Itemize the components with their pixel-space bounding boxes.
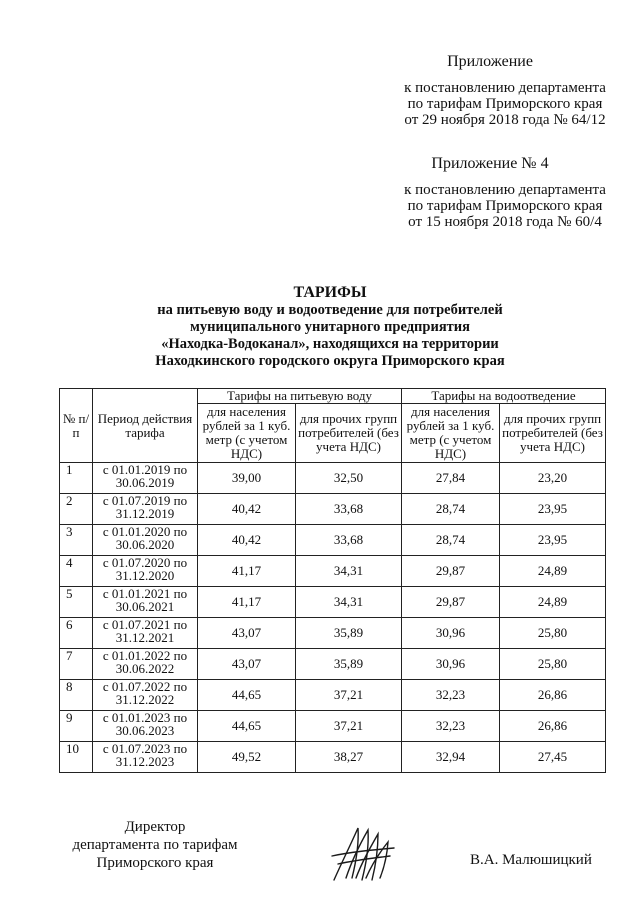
row-number-cell: 9: [60, 711, 93, 742]
water-population-cell: 40,42: [198, 494, 296, 525]
drain-population-cell: 30,96: [402, 649, 500, 680]
period-cell: с 01.01.2022 по 30.06.2022: [93, 649, 198, 680]
document-title: ТАРИФЫ: [293, 284, 367, 301]
period-cell: с 01.01.2021 по 30.06.2021: [93, 587, 198, 618]
appendix-2-line: к постановлению департамента: [404, 182, 606, 198]
water-others-cell: 33,68: [296, 525, 402, 556]
period-cell: с 01.01.2020 по 30.06.2020: [93, 525, 198, 556]
drain-others-cell: 26,86: [500, 711, 606, 742]
row-number-cell: 6: [60, 618, 93, 649]
drain-population-cell: 32,23: [402, 680, 500, 711]
appendix-1-line: к постановлению департамента: [404, 80, 606, 96]
row-number-cell: 5: [60, 587, 93, 618]
period-cell: с 01.07.2020 по 31.12.2020: [93, 556, 198, 587]
period-cell: с 01.07.2023 по 31.12.2023: [93, 742, 198, 773]
appendix-1-line: от 29 ноября 2018 года № 64/12: [404, 112, 606, 128]
table-row: [60, 556, 606, 587]
water-population-cell: 43,07: [198, 649, 296, 680]
drain-others-cell: 24,89: [500, 587, 606, 618]
water-population-cell: 39,00: [198, 463, 296, 494]
table-row: [60, 742, 606, 773]
header-water-others: для прочих групп потребителей (без учета НДС): [296, 404, 402, 463]
drain-others-cell: 24,89: [500, 556, 606, 587]
header-num: № п/п: [60, 389, 93, 463]
drain-population-cell: 32,23: [402, 711, 500, 742]
drain-population-cell: 29,87: [402, 556, 500, 587]
drain-population-cell: 28,74: [402, 525, 500, 556]
drain-others-cell: 23,20: [500, 463, 606, 494]
appendix-1-title: Приложение: [447, 53, 533, 70]
appendix-2-line: от 15 ноября 2018 года № 60/4: [408, 214, 602, 230]
document-title-block: [70, 284, 590, 370]
water-population-cell: 43,07: [198, 618, 296, 649]
row-number-cell: 2: [60, 494, 93, 525]
header-period: Период действия тарифа: [93, 389, 198, 463]
document-subtitle-line: Находкинского городского округа Приморского края: [155, 353, 505, 369]
table-header-row: [60, 389, 606, 404]
drain-population-cell: 28,74: [402, 494, 500, 525]
table-row: [60, 711, 606, 742]
row-number-cell: 3: [60, 525, 93, 556]
signatory-position: [40, 818, 270, 872]
period-cell: с 01.01.2019 по 30.06.2019: [93, 463, 198, 494]
appendix-2-title: Приложение № 4: [431, 155, 549, 172]
header-water-population: для населения рублей за 1 куб. метр (с учетом НДС): [198, 404, 296, 463]
table-row: [60, 618, 606, 649]
signatory-name: В.А. Малюшицкий: [470, 852, 592, 868]
handwritten-signature: [328, 822, 398, 889]
document-subtitle-line: «Находка-Водоканал», находящихся на территории: [161, 336, 499, 352]
water-others-cell: 37,21: [296, 680, 402, 711]
period-cell: с 01.01.2023 по 30.06.2023: [93, 711, 198, 742]
table-row: [60, 587, 606, 618]
drain-population-cell: 32,94: [402, 742, 500, 773]
drain-others-cell: 27,45: [500, 742, 606, 773]
drain-others-cell: 25,80: [500, 649, 606, 680]
drain-others-cell: 26,86: [500, 680, 606, 711]
drain-population-cell: 29,87: [402, 587, 500, 618]
appendix-1-reference: [380, 80, 630, 128]
period-cell: с 01.07.2022 по 31.12.2022: [93, 680, 198, 711]
header-drain-tariffs: Тарифы на водоотведение: [402, 389, 606, 404]
water-others-cell: 34,31: [296, 587, 402, 618]
header-water-tariffs: Тарифы на питьевую воду: [198, 389, 402, 404]
water-others-cell: 33,68: [296, 494, 402, 525]
document-subtitle-line: муниципального унитарного предприятия: [190, 319, 470, 335]
row-number-cell: 8: [60, 680, 93, 711]
row-number-cell: 1: [60, 463, 93, 494]
period-cell: с 01.07.2019 по 31.12.2019: [93, 494, 198, 525]
water-others-cell: 32,50: [296, 463, 402, 494]
row-number-cell: 10: [60, 742, 93, 773]
table-body: [60, 463, 606, 773]
water-others-cell: 35,89: [296, 618, 402, 649]
water-others-cell: 37,21: [296, 711, 402, 742]
water-others-cell: 34,31: [296, 556, 402, 587]
row-number-cell: 7: [60, 649, 93, 680]
tariffs-table: [59, 388, 606, 773]
table-row: [60, 494, 606, 525]
water-others-cell: 38,27: [296, 742, 402, 773]
signatory-line: департамента по тарифам: [72, 837, 238, 853]
appendix-2-line: по тарифам Приморского края: [407, 198, 603, 214]
row-number-cell: 4: [60, 556, 93, 587]
drain-others-cell: 23,95: [500, 525, 606, 556]
water-population-cell: 40,42: [198, 525, 296, 556]
water-population-cell: 44,65: [198, 680, 296, 711]
signatory-line: Приморского края: [96, 855, 214, 871]
drain-population-cell: 30,96: [402, 618, 500, 649]
table-row: [60, 463, 606, 494]
water-population-cell: 44,65: [198, 711, 296, 742]
signatory-line: Директор: [124, 819, 186, 835]
water-population-cell: 49,52: [198, 742, 296, 773]
water-population-cell: 41,17: [198, 587, 296, 618]
document-subtitle-line: на питьевую воду и водоотведение для потребителей: [157, 302, 503, 318]
appendix-1-line: по тарифам Приморского края: [407, 96, 603, 112]
header-drain-others: для прочих групп потребителей (без учета НДС): [500, 404, 606, 463]
table-row: [60, 649, 606, 680]
drain-others-cell: 25,80: [500, 618, 606, 649]
header-drain-population: для населения рублей за 1 куб. метр (с учетом НДС): [402, 404, 500, 463]
drain-others-cell: 23,95: [500, 494, 606, 525]
water-population-cell: 41,17: [198, 556, 296, 587]
drain-population-cell: 27,84: [402, 463, 500, 494]
water-others-cell: 35,89: [296, 649, 402, 680]
appendix-2-reference: [380, 182, 630, 230]
period-cell: с 01.07.2021 по 31.12.2021: [93, 618, 198, 649]
table-row: [60, 680, 606, 711]
table-row: [60, 525, 606, 556]
